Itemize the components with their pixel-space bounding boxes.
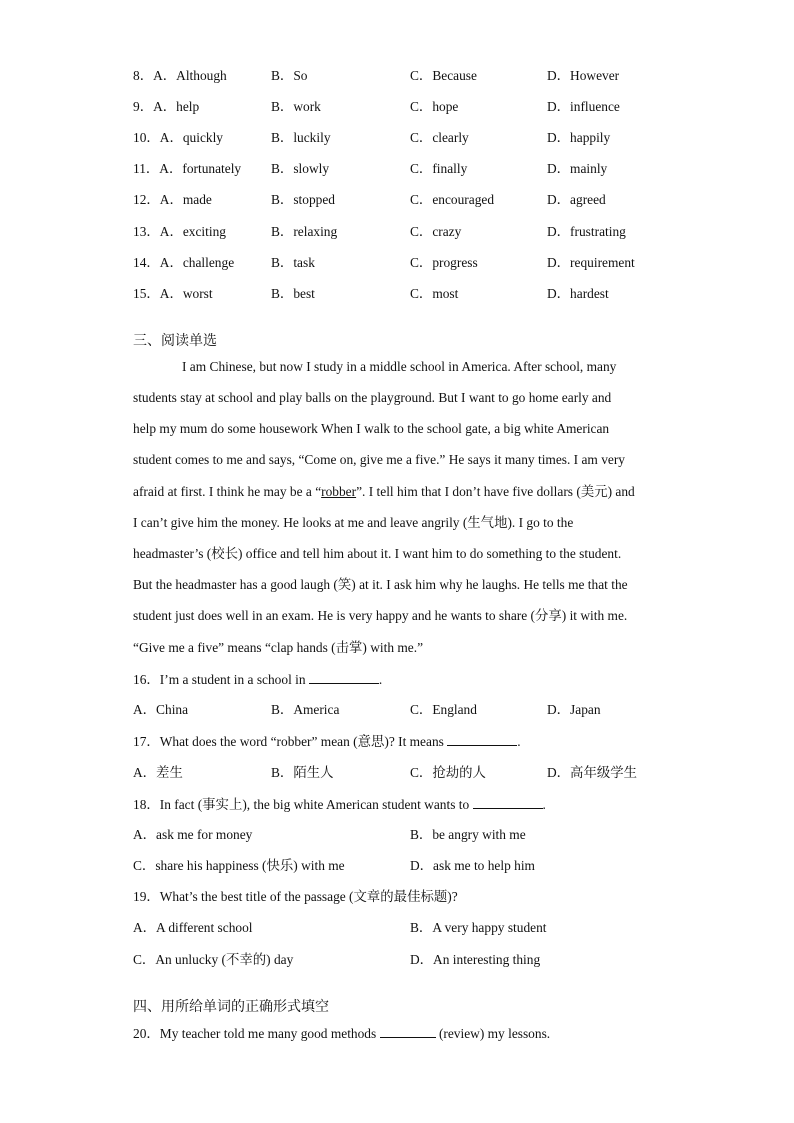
passage-line — [133, 484, 663, 500]
option-c[interactable] — [410, 161, 467, 177]
cloze-question-row — [133, 192, 693, 208]
answer-blank[interactable] — [473, 796, 543, 809]
option-text: D．mainly — [547, 161, 608, 176]
option-text: C．finally — [410, 161, 468, 176]
option-text: C．most — [410, 286, 459, 301]
option-a[interactable] — [133, 192, 212, 208]
option-text: A．help — [153, 99, 200, 114]
answer-blank[interactable] — [380, 1025, 436, 1038]
option-d[interactable] — [547, 99, 620, 115]
option-a[interactable] — [133, 68, 227, 84]
question-18-options-row-2 — [133, 858, 693, 874]
option-a[interactable] — [133, 255, 234, 271]
answer-blank[interactable] — [447, 733, 517, 746]
option-b[interactable] — [271, 161, 329, 177]
option-d[interactable] — [547, 130, 610, 146]
passage-line: student comes to me and says, “Come on, give me a five.” He says it many times. I am very — [133, 452, 625, 467]
question-19-options-row-2 — [133, 952, 693, 968]
question-number: 8． — [133, 68, 154, 83]
answer-blank[interactable] — [309, 671, 379, 684]
underlined-word-robber: robber — [321, 484, 357, 499]
option-c[interactable] — [410, 286, 458, 302]
question-20 — [133, 1025, 550, 1042]
option-text: D．hardest — [547, 286, 609, 301]
question-stem: 16．I’m a student in a school in — [133, 672, 306, 687]
option-c[interactable] — [410, 255, 478, 271]
question-number: 9． — [133, 99, 154, 114]
option-a[interactable]: A．China — [133, 702, 189, 717]
option-text: C．hope — [410, 99, 459, 114]
option-text: A．quickly — [159, 130, 224, 145]
question-number: 14． — [133, 255, 160, 270]
option-text: D．influence — [547, 99, 620, 114]
option-b[interactable] — [271, 68, 307, 84]
cloze-question-row — [133, 68, 693, 84]
option-d[interactable] — [547, 192, 606, 208]
option-text: B．stopped — [271, 192, 335, 207]
option-text: B．relaxing — [271, 224, 338, 239]
question-19: 19．What’s the best title of the passage (文章的最佳标题)? — [133, 889, 458, 904]
option-d[interactable] — [547, 255, 635, 271]
option-c[interactable] — [410, 130, 469, 146]
question-18-options-row-1 — [133, 827, 693, 843]
option-b[interactable] — [271, 99, 321, 115]
option-c[interactable]: C．share his happiness (快乐) with me — [133, 858, 345, 873]
question-18 — [133, 796, 546, 813]
cloze-question-row — [133, 161, 693, 177]
option-text: C．progress — [410, 255, 478, 270]
question-number: 13． — [133, 224, 160, 239]
option-d[interactable] — [547, 286, 609, 302]
option-d[interactable]: D．An interesting thing — [410, 952, 541, 967]
question-number: 15． — [133, 286, 160, 301]
cloze-question-row — [133, 99, 693, 115]
option-b[interactable]: B．陌生人 — [271, 765, 334, 780]
option-b[interactable] — [271, 224, 337, 240]
option-d[interactable] — [547, 224, 626, 240]
passage-line: But the headmaster has a good laugh (笑) at it. I ask him why he laughs. He tells me that the — [133, 577, 628, 592]
option-text: B．work — [271, 99, 321, 114]
option-text: A．fortunately — [159, 161, 242, 176]
option-d[interactable] — [547, 161, 607, 177]
option-a[interactable] — [133, 286, 213, 302]
option-a[interactable] — [133, 224, 226, 240]
option-text: B．So — [271, 68, 308, 83]
option-c[interactable] — [410, 192, 494, 208]
section-4-heading: 四、用所给单词的正确形式填空 — [133, 999, 329, 1015]
question-end: . — [542, 797, 546, 812]
option-text: B．luckily — [271, 130, 331, 145]
cloze-question-row — [133, 224, 693, 240]
option-d[interactable]: D．ask me to help him — [410, 858, 535, 873]
option-text: D．frustrating — [547, 224, 626, 239]
option-text: D．requirement — [547, 255, 635, 270]
option-c[interactable] — [410, 68, 477, 84]
option-b[interactable] — [271, 192, 335, 208]
option-text: C．crazy — [410, 224, 462, 239]
cloze-question-row — [133, 255, 693, 271]
option-text: C．Because — [410, 68, 477, 83]
option-c[interactable]: C．England — [410, 702, 477, 717]
question-stem: 18．In fact (事实上), the big white American student wants to — [133, 797, 470, 812]
passage-line: students stay at school and play balls on the playground. But I want to go home early and — [133, 390, 612, 405]
option-a[interactable]: A．差生 — [133, 765, 183, 780]
question-stem: 17．What does the word “robber” mean (意思)? It means — [133, 734, 444, 749]
question-number: 10． — [133, 130, 160, 145]
passage-line: help my mum do some housework When I walk to the school gate, a big white American — [133, 421, 610, 436]
question-16-options — [133, 702, 693, 718]
question-16 — [133, 671, 382, 688]
option-text: A．worst — [159, 286, 213, 301]
option-b[interactable]: B．America — [271, 702, 340, 717]
option-a[interactable] — [133, 99, 199, 115]
passage-line: “Give me a five” means “clap hands (击掌) with me.” — [133, 640, 424, 655]
passage-line: student just does well in an exam. He is very happy and he wants to share (分享) it with me. — [133, 608, 628, 623]
option-text: B．task — [271, 255, 315, 270]
option-a[interactable] — [133, 130, 223, 146]
option-c[interactable]: C．An unlucky (不幸的) day — [133, 952, 294, 967]
option-d[interactable]: D．高年级学生 — [547, 765, 638, 780]
option-c[interactable] — [410, 99, 458, 115]
question-number: 11． — [133, 161, 160, 176]
option-text: B．slowly — [271, 161, 330, 176]
passage-text: afraid at first. I think he may be a “ — [133, 484, 322, 499]
option-text: A．challenge — [159, 255, 235, 270]
cloze-question-row — [133, 286, 693, 302]
question-end: . — [378, 672, 383, 687]
option-a[interactable]: A．ask me for money — [133, 827, 253, 842]
question-17-options — [133, 765, 693, 781]
passage-text: ”. I tell him that I don’t have five dollars (美元) and — [356, 484, 635, 499]
option-text: C．clearly — [410, 130, 469, 145]
question-19-options-row-1 — [133, 920, 693, 936]
option-c[interactable]: C．抢劫的人 — [410, 765, 486, 780]
option-b[interactable] — [271, 255, 315, 271]
passage-line: I am Chinese, but now I study in a middle school in America. After school, many — [182, 359, 617, 374]
question-stem: 20．My teacher told me many good methods — [133, 1026, 377, 1041]
passage-line: headmaster’s (校长) office and tell him about it. I want him to do something to the student. — [133, 546, 622, 561]
option-text: D．However — [547, 68, 620, 83]
option-text: D．happily — [547, 130, 611, 145]
question-hint: (review) my lessons. — [438, 1026, 551, 1041]
option-text: D．agreed — [547, 192, 606, 207]
option-text: A．made — [159, 192, 212, 207]
option-c[interactable] — [410, 224, 461, 240]
question-17 — [133, 733, 521, 750]
option-b[interactable]: B．A very happy student — [410, 920, 547, 935]
passage-line: I can’t give him the money. He looks at me and leave angrily (生气地). I go to the — [133, 515, 574, 530]
option-text: A．exciting — [159, 224, 226, 239]
section-3-heading: 三、阅读单选 — [133, 333, 217, 349]
question-end: . — [517, 734, 521, 749]
option-b[interactable] — [271, 130, 331, 146]
option-b[interactable] — [271, 286, 315, 302]
option-text: B．best — [271, 286, 315, 301]
cloze-question-row — [133, 130, 693, 146]
option-d[interactable]: D．Japan — [547, 702, 601, 717]
option-a[interactable]: A．A different school — [133, 920, 253, 935]
option-text: A．Although — [153, 68, 227, 83]
question-number: 12． — [133, 192, 160, 207]
option-text: C．encouraged — [410, 192, 495, 207]
option-a[interactable] — [133, 161, 241, 177]
option-d[interactable] — [547, 68, 619, 84]
option-b[interactable]: B．be angry with me — [410, 827, 526, 842]
